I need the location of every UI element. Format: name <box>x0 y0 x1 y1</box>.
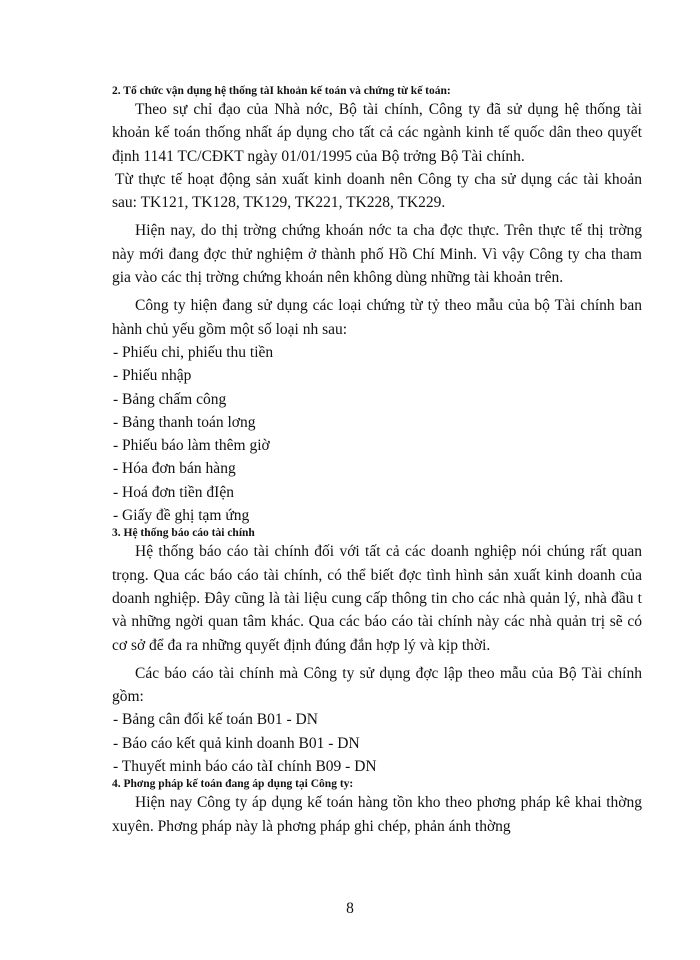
section-2-paragraph-3: Hiện nay, do thị trờng chứng khoán nớc ta cha đợc thực. Trên thực tế thị trờng này mới đang đợc thử nghiệm ở thành phố Hồ Chí Minh. Vì vậy Công ty cha tham gia vào các thị trờng chứng khoán nên không dùng những tài khoản trên. <box>112 222 642 287</box>
section-3-heading: 3. Hệ thống báo cáo tài chính <box>112 527 255 540</box>
section-2-paragraph-4: Công ty hiện đang sử dụng các loại chứng từ tỷ theo mẫu của bộ Tài chính ban hành chủ yếu gồm một số loại nh sau: <box>112 297 642 338</box>
section-3-paragraph-1: Hệ thống báo cáo tài chính đối với tất cả các doanh nghiệp nói chúng rất quan trọng. Qua các báo cáo tài chính, có thể biết đợc tình hình sản xuất kinh doanh của doanh nghiệp. Đây cũng là tài liệu cung cấp thông tin cho các nhà quản lý, nhà đầu t và những ngời quan tâm khác. Qua các báo cáo tài chính này các nhà quản trị sẽ có cơ sở để đa ra những quyết định đúng đắn hợp lý và kịp thời. <box>112 543 642 654</box>
list-item: - Báo cáo kết quả kinh doanh B01 - DN <box>113 734 360 752</box>
list-item: - Phiếu nhập <box>113 367 192 385</box>
section-3-paragraph-2: Các báo cáo tài chính mà Công ty sử dụng đợc lập theo mẫu của Bộ Tài chính gồm: <box>112 664 642 706</box>
document-body <box>112 85 642 838</box>
section-2-paragraph-1: Theo sự chỉ đạo của Nhà nớc, Bộ tài chính, Công ty đã sử dụng hệ thống tài khoản kế toán thống nhất áp dụng cho tất cả các ngành kinh tế quốc dân theo quyết định 1141 TC/CĐKT ngày 01/01/1995 của Bộ trởng Bộ Tài chính. <box>112 101 642 165</box>
list-item: - Bảng thanh toán lơng <box>113 413 256 431</box>
section-4-paragraph-1: Hiện nay Công ty áp dụng kế toán hàng tồn kho theo phơng pháp kê khai thờng xuyên. Phơng pháp này là phơng pháp ghi chép, phản ánh thờng <box>112 794 642 835</box>
page-number: 8 <box>346 900 354 917</box>
list-item: - Phiếu báo làm thêm giờ <box>113 437 270 455</box>
section-4-heading: 4. Phơng pháp kế toán đang áp dụng tại Công ty: <box>112 778 354 791</box>
list-item: - Giấy đề ghị tạm ứng <box>113 507 250 525</box>
list-item: - Hóa đơn bán hàng <box>113 460 236 478</box>
list-item: - Hoá đơn tiền đIện <box>113 483 234 501</box>
list-item: - Bảng chấm công <box>113 390 227 408</box>
voucher-list <box>112 341 642 527</box>
list-item: - Phiếu chi, phiếu thu tiền <box>113 343 274 361</box>
section-2-heading: 2. Tổ chức vận dụng hệ thống tàI khoản kế toán và chứng từ kế toán: <box>112 85 451 97</box>
report-list <box>112 708 642 778</box>
list-item: - Thuyết minh báo cáo tàI chính B09 - DN <box>113 758 377 776</box>
section-2-paragraph-2: Từ thực tế hoạt động sản xuất kinh doanh nên Công ty cha sử dụng các tài khoản sau: TK121, TK128, TK129, TK221, TK228, TK229. <box>112 170 642 212</box>
list-item: - Bảng cân đối kế toán B01 - DN <box>113 711 318 729</box>
